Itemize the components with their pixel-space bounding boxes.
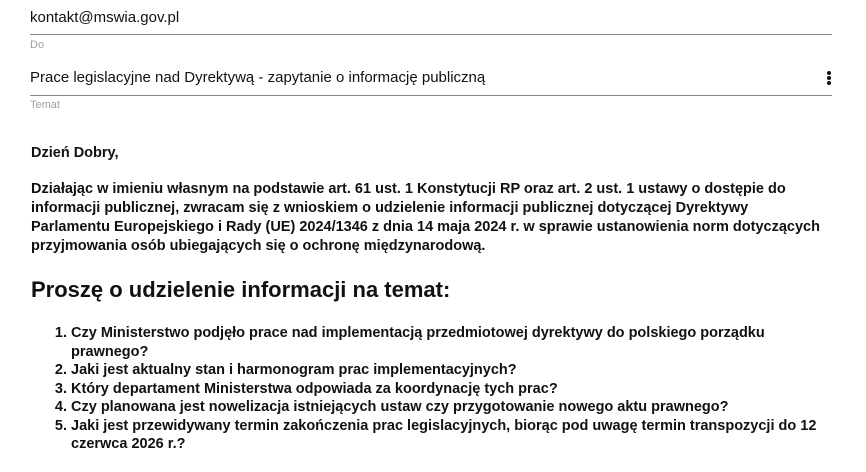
subject-text[interactable]: Prace legislacyjne nad Dyrektywą - zapytanie o informację publiczną: [30, 69, 486, 86]
request-heading: Proszę o udzielenie informacji na temat:: [31, 277, 451, 302]
intro-paragraph: Działając w imieniu własnym na podstawie art. 61 ust. 1 Konstytucji RP oraz art. 2 ust. 1 ustawy o dostępie do informacji publicznej, zwracam się z wnioskiem o udzielenie informacji publicznej dotyczącej Dyrektywy Parlamentu Europejskiego i Rady (UE) 2024/1346 z dnia 14 maja 2024 r. w sprawie ustanowienia norm dotyczących przyjmowania osób ubiegających się o ochronę międzynarodową.: [31, 181, 820, 254]
to-address[interactable]: kontakt@mswia.gov.pl: [30, 9, 180, 26]
list-item: 3. Który departament Ministerstwa odpowiada za koordynację tych prac?: [71, 380, 831, 399]
list-item: 5. Jaki jest przewidywany termin zakończenia prac legislacyjnych, biorąc pod uwagę termin transpozycji do 12 czerwca 2026 r.?: [71, 417, 831, 454]
message-body[interactable]: [31, 144, 831, 256]
greeting: Dzień Dobry,: [31, 145, 119, 161]
subject-label: Temat: [30, 99, 60, 111]
question-list: [31, 324, 831, 454]
more-vert-icon[interactable]: [826, 70, 832, 86]
subject-field[interactable]: [30, 64, 832, 96]
list-item: 4. Czy planowana jest nowelizacja istniejących ustaw czy przygotowanie nowego aktu prawnego?: [71, 398, 831, 417]
list-item: 2. Jaki jest aktualny stan i harmonogram prac implementacyjnych?: [71, 361, 831, 380]
to-label: Do: [30, 39, 45, 51]
list-item: 1. Czy Ministerstwo podjęło prace nad implementacją przedmiotowej dyrektywy do polskiego porządku prawnego?: [71, 324, 831, 361]
to-field[interactable]: [30, 4, 832, 35]
